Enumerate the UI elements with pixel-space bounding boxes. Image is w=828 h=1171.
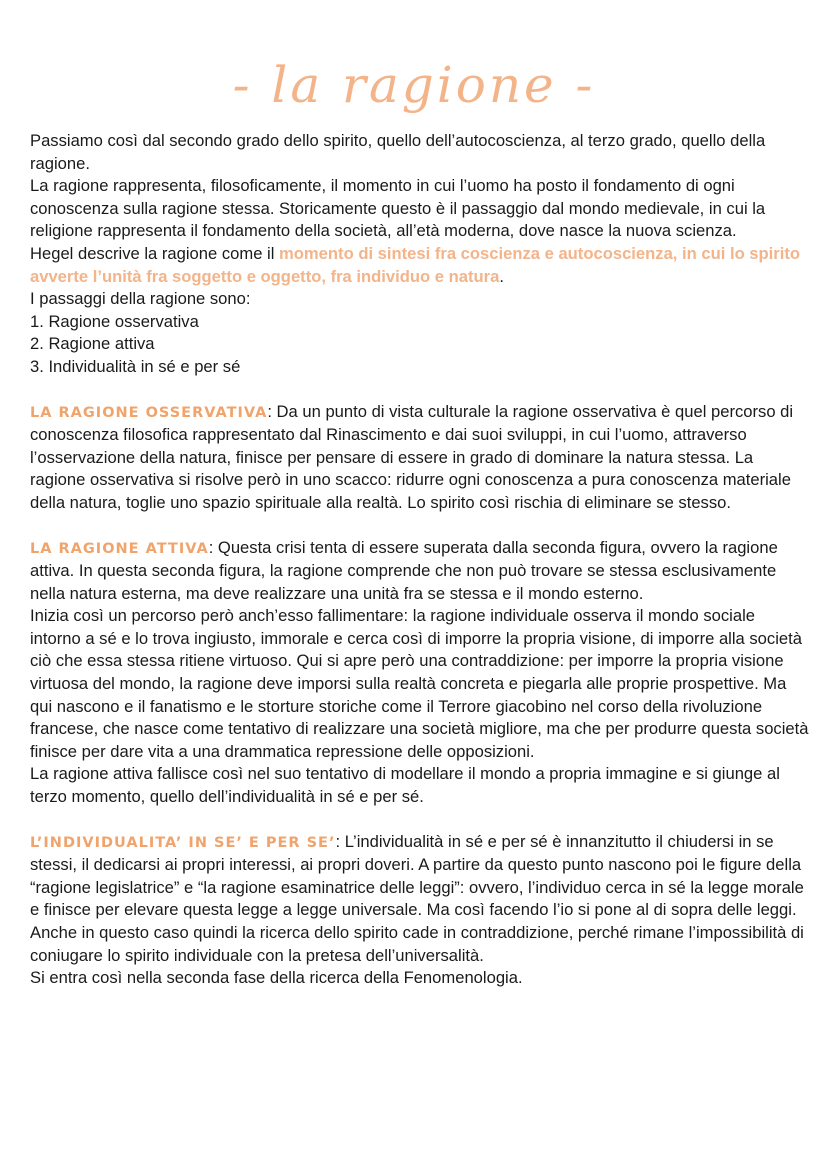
list-item: 1. Ragione osservativa: [30, 311, 199, 331]
section-heading: LA RAGIONE OSSERVATIVA: [30, 404, 268, 421]
intro-paragraph: [30, 243, 810, 288]
section-paragraph: La ragione attiva fallisce così nel suo tentativo di modellare il mondo a propria immagine e si giunge al terzo momento, quello dell’individualità in sé e per sé.: [30, 764, 780, 807]
section-observative: [30, 401, 810, 515]
list-intro: I passaggi della ragione sono:: [30, 289, 251, 309]
section-active: [30, 537, 810, 606]
page-title: - la ragione -: [232, 55, 596, 114]
section-text: : Da un punto di vista culturale la ragione osservativa è quel percorso di conoscenza filosofica rappresentato dal Rinascimento e dai suoi sviluppi, in cui l’uomo, attraverso l’osservazione della natura, finisce per pensare di essere in grado di dominare la natura stessa. La ragione osservativa si risolve però in uno scacco: ridurre ogni conoscenza a pura conoscenza materiale della natura, toglie uno spazio spirituale alla realtà. Lo spirito così rischia di eliminare se stesso.: [30, 401, 794, 512]
section-individuality: [30, 831, 810, 968]
intro-paragraph: La ragione rappresenta, filosoficamente, il momento in cui l’uomo ha posto il fondamento di ogni conoscenza sulla ragione stessa. Storicamente questo è il passaggio dal mondo medievale, in cui la religione rappresenta il fondamento della società, all’età moderna, dove nasce la nuova scienza.: [30, 176, 766, 241]
section-heading: L’INDIVIDUALITA’ IN SE’ E PER SE’: [30, 834, 336, 851]
list-item: 3. Individualità in sé e per sé: [30, 356, 241, 376]
steps-list: [30, 311, 810, 379]
section-text: : L’individualità in sé e per sé è innanzitutto il chiudersi in se stessi, il dedicarsi ai propri interessi, ai propri doveri. A partire da questo punto nascono poi le figure della “ragione legislatrice” e “la ragione esaminatrice delle leggi”: ovvero, l’individuo cerca in sé la legge morale e finisce per elevare questa legge a legge universale. Ma così facendo l’io si pone al di sopra delle leggi. Anche in questo caso quindi la ricerca dello spirito cade in contraddizione, perché rimane l’impossibilità di coniugare lo spirito individuale con la pretesa dell’universalità.: [30, 831, 804, 965]
highlighted-definition: momento di sintesi fra coscienza e autocoscienza, in cui lo spirito avverte l’unità fra soggetto e oggetto, fra individuo e natura: [30, 243, 801, 286]
intro-text: .: [499, 266, 504, 286]
section-heading: LA RAGIONE ATTIVA: [30, 540, 209, 557]
intro-paragraph: Passiamo così dal secondo grado dello spirito, quello dell’autocoscienza, al terzo grado, quello della ragione.: [30, 131, 766, 173]
section-paragraph: Si entra così nella seconda fase della ricerca della Fenomenologia.: [30, 968, 523, 988]
section-paragraph: Inizia così un percorso però anch’esso fallimentare: la ragione individuale osserva il mondo sociale intorno a sé e lo trova ingiusto, immorale e cerca così di imporre la propria visione, di imporre alla società ciò che essa stessa ritiene virtuoso. Qui si apre però una contraddizione: per imporre la propria visione virtuosa del mondo, la ragione deve imporsi sulla realtà concreta e piegarla alle proprie prospettive. Ma qui nascono e il fanatismo e le storture storiche come il Terrore giacobino nel corso della rivoluzione francese, che nasce come tentativo di realizzare una società migliore, ma che per produrre questa società finisce per dare vita a una drammatica repressione delle opposizioni.: [30, 606, 809, 761]
section-text: : Questa crisi tenta di essere superata dalla seconda figura, ovvero la ragione attiva. In questa seconda figura, la ragione comprende che non può trovare se stessa esclusivamente nella natura esterna, ma deve realizzare una unità fra se stessa e il mondo esterno.: [30, 537, 778, 603]
document-body: [30, 130, 810, 990]
intro-text: Hegel descrive la ragione come il: [30, 243, 280, 263]
list-item: 2. Ragione attiva: [30, 334, 155, 354]
